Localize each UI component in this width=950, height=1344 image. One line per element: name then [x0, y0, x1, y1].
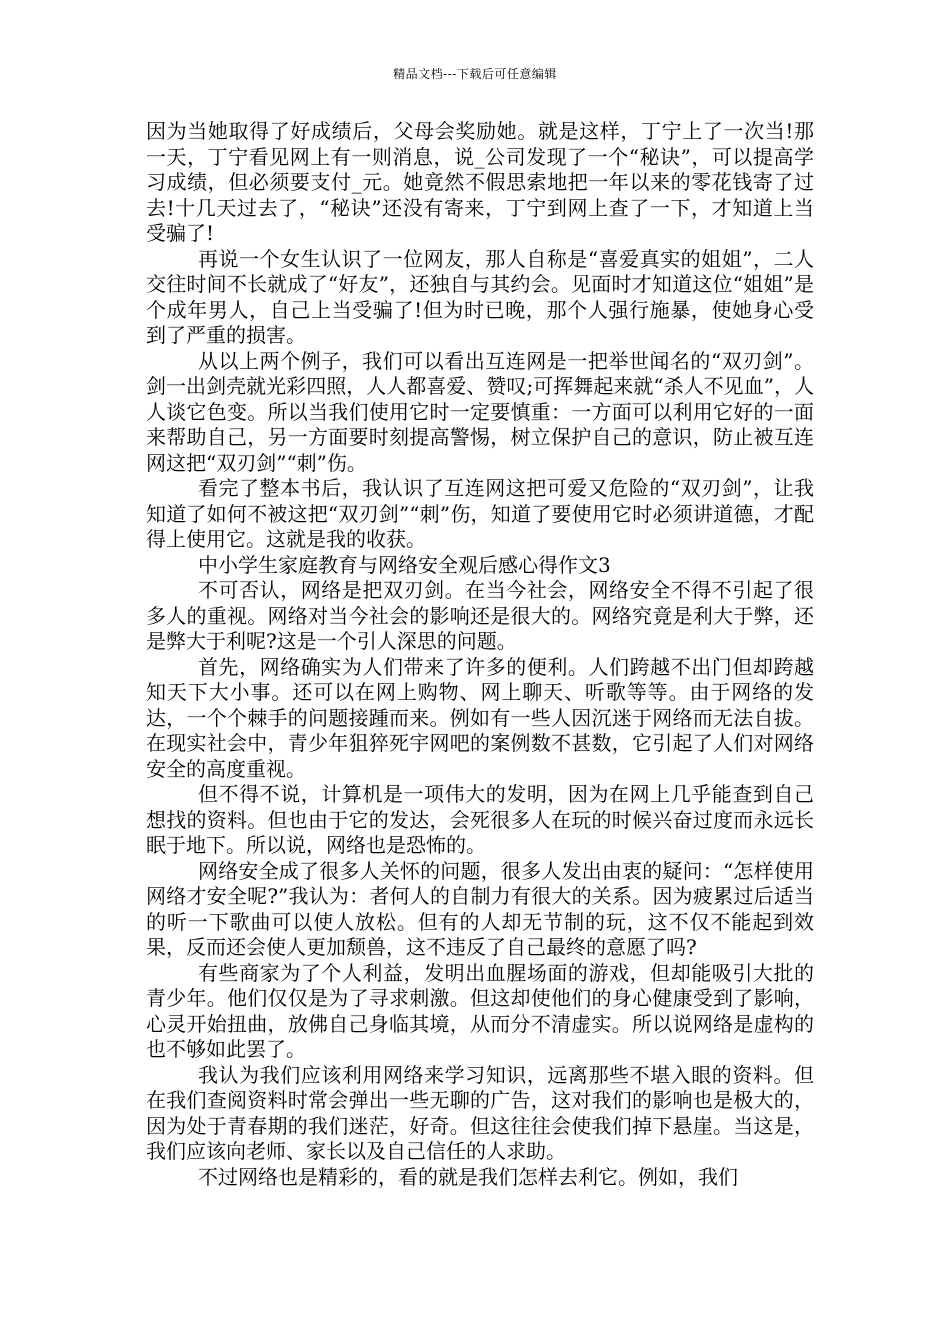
- document-body: [146, 119, 814, 1190]
- paragraph-first-convenience: 首先，网络确实为人们带来了许多的便利。人们跨越不出门但却跨越知天下大小事。还可以在网上购物、网上聊天、听歌等等。由于网络的发达，一个个棘手的问题接踵而来。例如有一些人因沉迷于网络而无法自拔。在现实社会中，青少年狙猝死宇网吧的案例数不甚数，它引起了人们对网络安全的高度重视。: [146, 654, 814, 781]
- paragraph-safety-question: 网络安全成了很多人关怀的问题，很多人发出由衷的疑问：“怎样使用网络才安全呢?”我认为：者何人的自制力有很大的关系。因为疲累过后适当的听一下歌曲可以使人放松。但有的人却无节制的玩，这不仅不能起到效果，反而还会使人更加颓兽，这不违反了自己最终的意愿了吗?: [146, 858, 814, 959]
- paragraph-reading-harvest: 看完了整本书后，我认识了互连网这把可爱又危险的“双刃剑”，让我知道了如何不被这把“双刃剑”“刺”伤，知道了要使用它时必须讲道德，才配得上使用它。这就是我的收获。: [146, 476, 814, 551]
- paragraph-merchants: 有些商家为了个人利益，发明出血腥场面的游戏，但却能吸引大批的青少年。他们仅仅是为了寻求刺激。但这却使他们的身心健康受到了影响，心灵开始扭曲，放佛自己身临其境，从而分不清虚实。所以说网络是虚构的也不够如此罢了。: [146, 960, 814, 1061]
- paragraph-undeniable: 不可否认，网络是把双刃剑。在当今社会，网络安全不得不引起了很多人的重视。网络对当今社会的影响还是很大的。网络究竟是利大于弊，还是弊大于利呢?这是一个引人深思的问题。: [146, 578, 814, 653]
- paragraph-learning: 我认为我们应该利用网络来学习知识，远离那些不堪入眼的资料。但在我们查阅资料时常会弹出一些无聊的广告，这对我们的影响也是极大的，因为处于青春期的我们迷茫，好奇。但这往往会使我们掉下悬崖。当这是，我们应该向老师、家长以及自己信任的人求助。: [146, 1062, 814, 1163]
- essay-title: 中小学生家庭教育与网络安全观后感心得作文3: [198, 552, 611, 577]
- paragraph-continuation: 因为当她取得了好成绩后，父母会奖励她。就是这样，丁宁上了一次当!那一天，丁宁看见网上有一则消息，说_公司发现了一个“秘诀”，可以提高学习成绩，但必须要支付_元。她竟然不假思索地把一年以来的零花钱寄了过去!十几天过去了，“秘诀”还没有寄来，丁宁到网上查了一下，才知道上当受骗了!: [146, 119, 814, 245]
- paragraph-double-edged-sword: 从以上两个例子，我们可以看出互连网是一把举世闻名的“双刃剑”。剑一出剑壳就光彩四照，人人都喜爱、赞叹;可挥舞起来就“杀人不见血”，人人谈它色变。所以当我们使用它时一定要慎重：一方面可以利用它好的一面来帮助自己，另一方面要时刻提高警惕，树立保护自己的意识，防止被互连网这把“双刃剑”“刺”伤。: [146, 348, 814, 475]
- page-header: 精品文档---下载后可任意编辑: [393, 67, 557, 81]
- paragraph-female-netfriend: 再说一个女生认识了一位网友，那人自称是“喜爱真实的姐姐”，二人交往时间不长就成了“好友”，还独自与其约会。见面时才知道这位“姐姐”是个成年男人，自己上当受骗了!但为时已晚，那个人强行施暴，使她身心受到了严重的损害。: [146, 246, 814, 347]
- paragraph-computer-invention: 但不得不说，计算机是一项伟大的发明，因为在网上几乎能查到自己想找的资料。但也由于它的发达，会死很多人在玩的时候兴奋过度而永远长眠于地下。所以说，网络也是恐怖的。: [146, 782, 814, 857]
- paragraph-wonderful: 不过网络也是精彩的，看的就是我们怎样去利它。例如，我们: [198, 1164, 738, 1189]
